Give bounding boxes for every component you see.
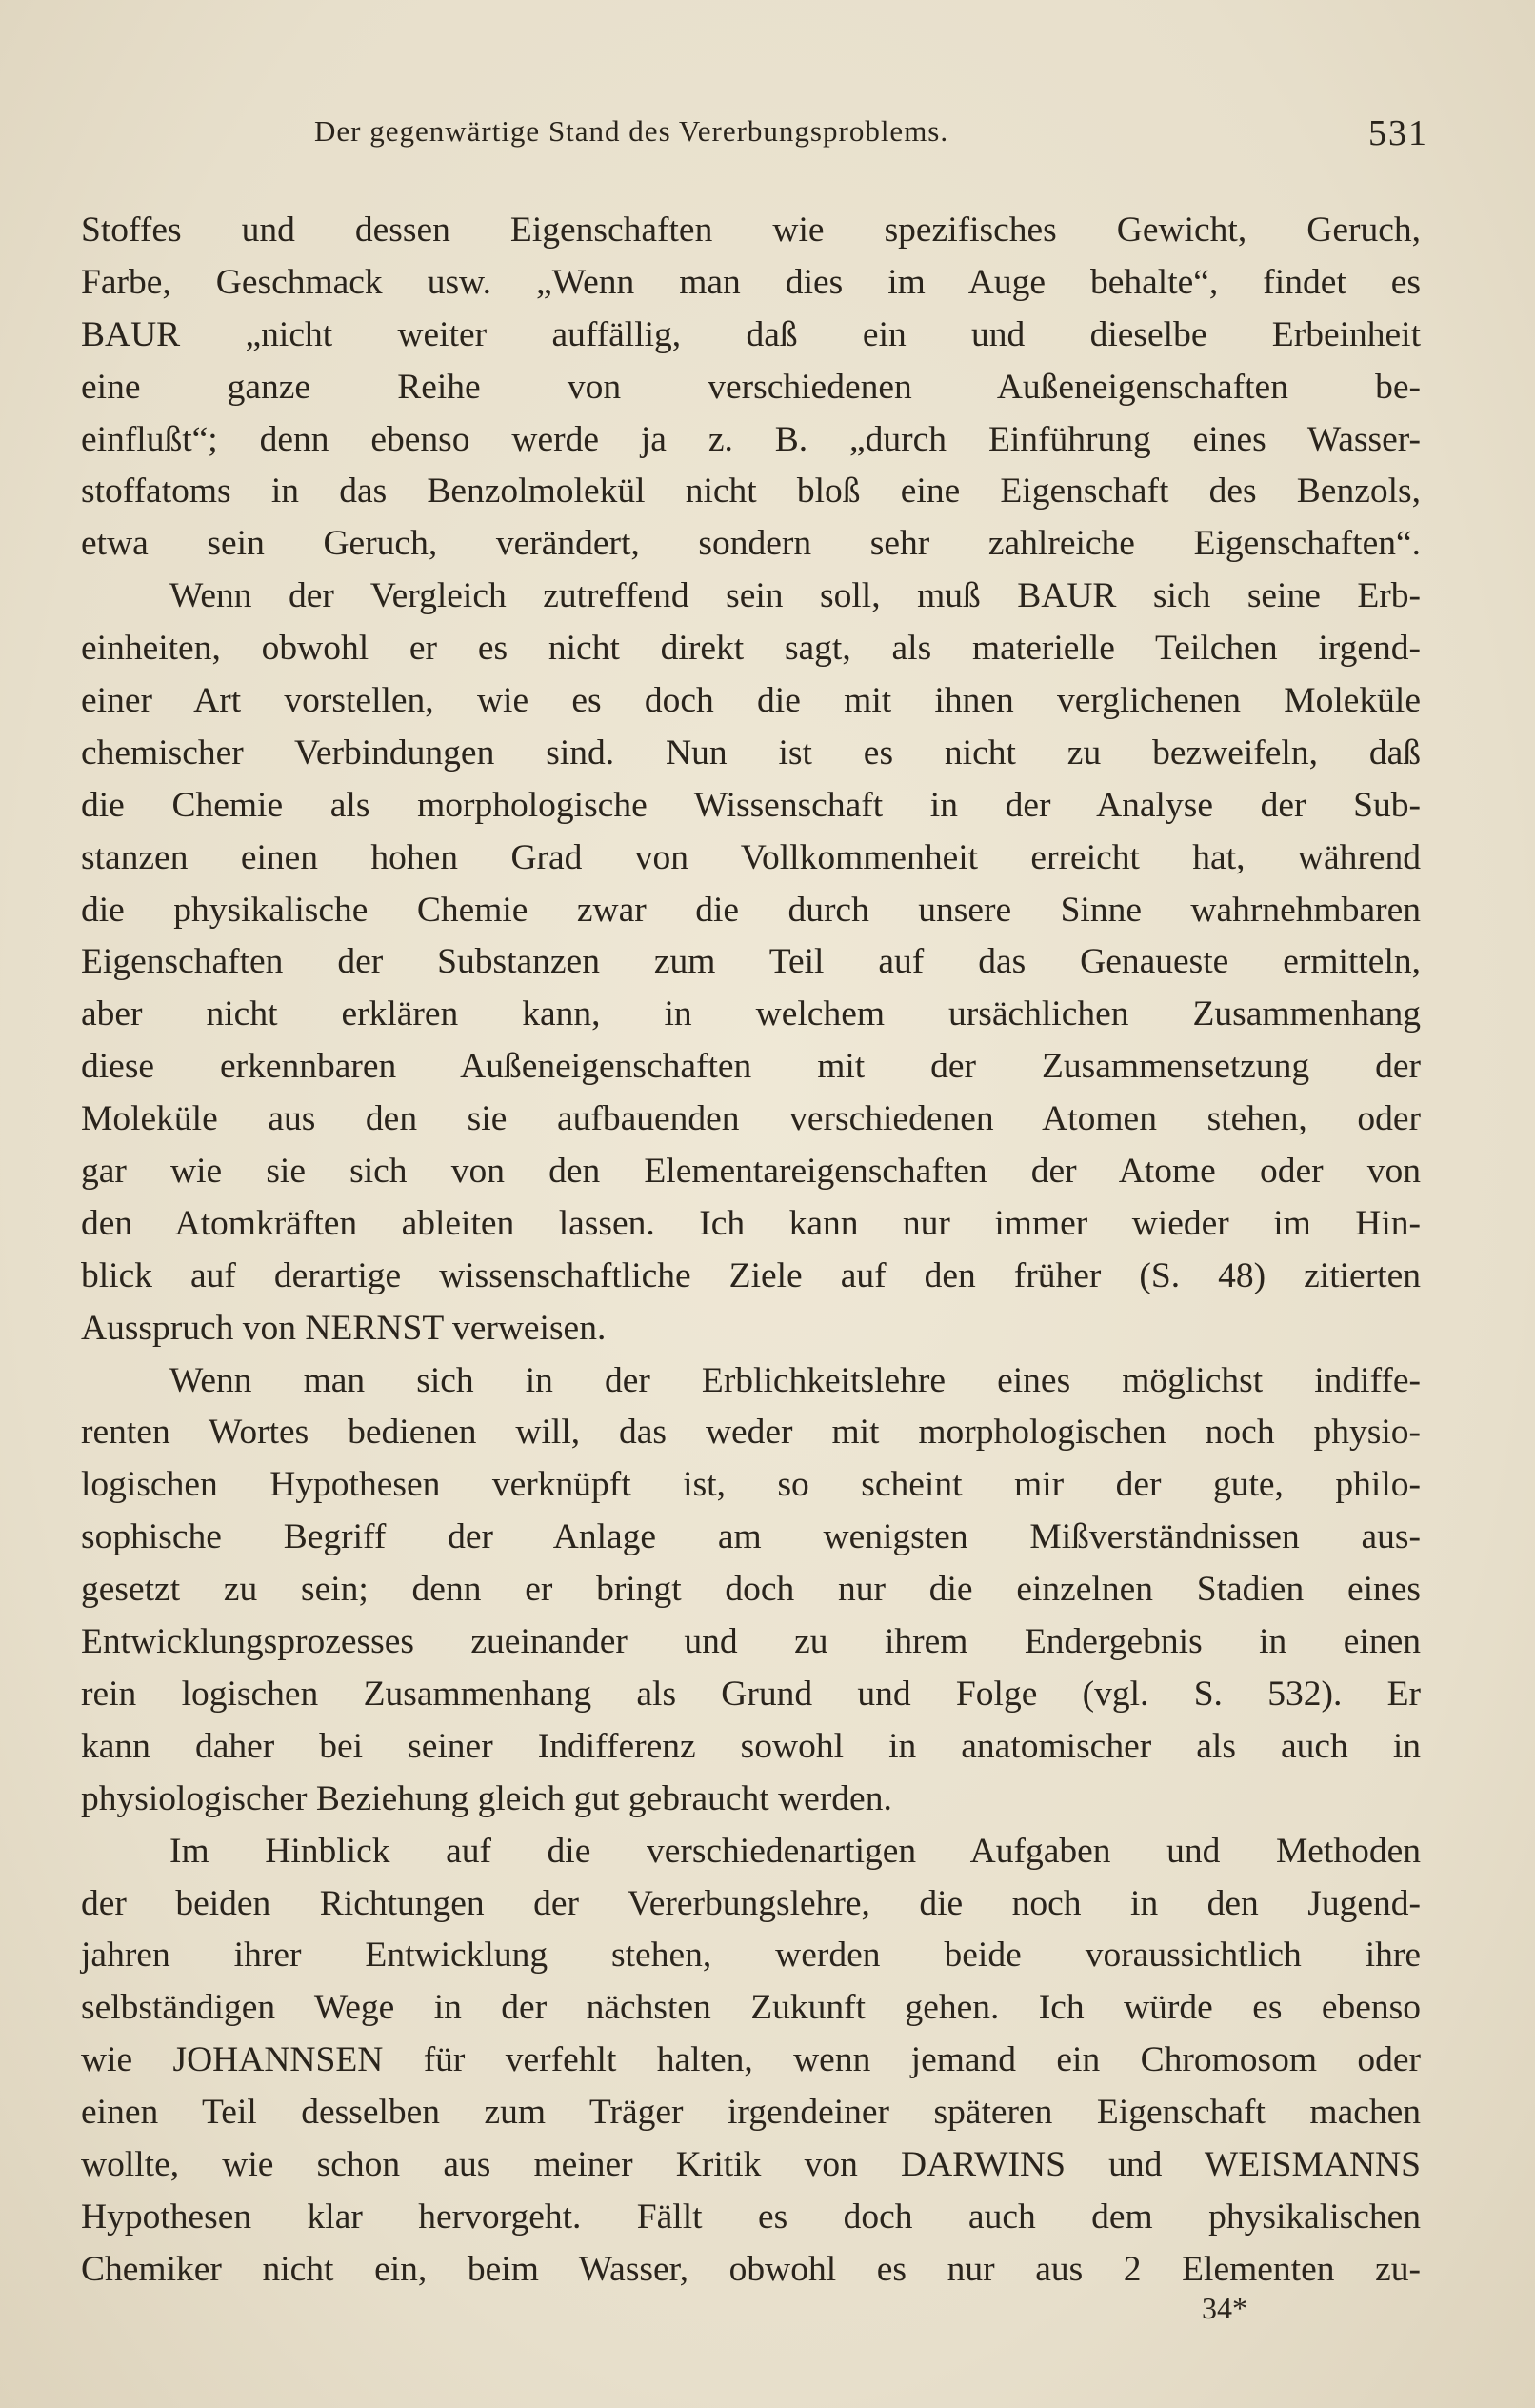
text-line: die Chemie als morphologische Wissenschaft in der Analyse der Sub- bbox=[81, 785, 1421, 825]
text-line: einen Teil desselben zum Träger irgendeiner späteren Eigenschaft machen bbox=[81, 2093, 1421, 2133]
text-line: Entwicklungsprozesses zueinander und zu ihrem Endergebnis in einen bbox=[81, 1622, 1421, 1662]
signature-mark: 34* bbox=[1202, 2291, 1247, 2325]
text-line: Moleküle aus den sie aufbauenden verschiedenen Atomen stehen, oder bbox=[81, 1099, 1421, 1139]
text-line: der beiden Richtungen der Vererbungslehre, die noch in den Jugend- bbox=[81, 1883, 1421, 1923]
text-line: aber nicht erklären kann, in welchem ursächlichen Zusammenhang bbox=[81, 994, 1421, 1034]
text-line: wie JOHANNSEN für verfehlt halten, wenn jemand ein Chromosom oder bbox=[81, 2040, 1421, 2080]
text-line: sophische Begriff der Anlage am wenigsten Mißverständnissen aus- bbox=[81, 1517, 1421, 1557]
text-line: Chemiker nicht ein, beim Wasser, obwohl es nur aus 2 Elementen zu- bbox=[81, 2249, 1421, 2289]
text-line: etwa sein Geruch, verändert, sondern sehr zahlreiche Eigenschaften“. bbox=[81, 524, 1421, 564]
running-title: Der gegenwärtige Stand des Vererbungsproblems. bbox=[314, 114, 949, 148]
text-line: Wenn der Vergleich zutreffend sein soll, muß BAUR sich seine Erb- bbox=[169, 576, 1421, 616]
text-line: renten Wortes bedienen will, das weder mit morphologischen noch physio- bbox=[81, 1413, 1421, 1453]
text-line: Ausspruch von NERNST verweisen. bbox=[81, 1308, 607, 1348]
text-line: Hypothesen klar hervorgeht. Fällt es doch auch dem physikalischen bbox=[81, 2197, 1421, 2237]
text-line: eine ganze Reihe von verschiedenen Außeneigenschaften be- bbox=[81, 367, 1421, 407]
text-line: Im Hinblick auf die verschiedenartigen Aufgaben und Methoden bbox=[169, 1831, 1421, 1871]
text-line: logischen Hypothesen verknüpft ist, so scheint mir der gute, philo- bbox=[81, 1465, 1421, 1505]
text-line: jahren ihrer Entwicklung stehen, werden beide voraussichtlich ihre bbox=[81, 1936, 1421, 1976]
text-line: Farbe, Geschmack usw. „Wenn man dies im Auge behalte“, findet es bbox=[81, 262, 1421, 302]
text-line: stoffatoms in das Benzolmolekül nicht bloß eine Eigenschaft des Benzols, bbox=[81, 472, 1421, 512]
page-number: 531 bbox=[1368, 113, 1428, 153]
text-line: einflußt“; denn ebenso werde ja z. B. „durch Einführung eines Wasser- bbox=[81, 419, 1421, 459]
text-line: chemischer Verbindungen sind. Nun ist es nicht zu bezweifeln, daß bbox=[81, 732, 1421, 773]
text-line: diese erkennbaren Außeneigenschaften mit der Zusammensetzung der bbox=[81, 1047, 1421, 1087]
text-line: gesetzt zu sein; denn er bringt doch nur die einzelnen Stadien eines bbox=[81, 1570, 1421, 1610]
page-header bbox=[314, 107, 1428, 164]
text-line: physiologischer Beziehung gleich gut gebraucht werden. bbox=[81, 1778, 892, 1818]
text-line: die physikalische Chemie zwar die durch unsere Sinne wahrnehmbaren bbox=[81, 890, 1421, 930]
text-line: Eigenschaften der Substanzen zum Teil auf das Genaueste ermitteln, bbox=[81, 942, 1421, 982]
text-line: gar wie sie sich von den Elementareigenschaften der Atome oder von bbox=[81, 1152, 1421, 1192]
body-text bbox=[81, 205, 1421, 2297]
text-line: blick auf derartige wissenschaftliche Ziele auf den früher (S. 48) zitierten bbox=[81, 1255, 1421, 1295]
text-line: stanzen einen hohen Grad von Vollkommenheit erreicht hat, während bbox=[81, 837, 1421, 877]
text-line: wollte, wie schon aus meiner Kritik von DARWINS und WEISMANNS bbox=[81, 2144, 1421, 2184]
text-line: Stoffes und dessen Eigenschaften wie spezifisches Gewicht, Geruch, bbox=[81, 211, 1421, 250]
text-line: rein logischen Zusammenhang als Grund und Folge (vgl. S. 532). Er bbox=[81, 1674, 1421, 1714]
text-line: Wenn man sich in der Erblichkeitslehre eines möglichst indiffe- bbox=[169, 1360, 1421, 1400]
text-line: BAUR „nicht weiter auffällig, daß ein und dieselbe Erbeinheit bbox=[81, 314, 1421, 354]
text-line: kann daher bei seiner Indifferenz sowohl in anatomischer als auch in bbox=[81, 1726, 1421, 1766]
text-line: einheiten, obwohl er es nicht direkt sagt, als materielle Teilchen irgend- bbox=[81, 629, 1421, 669]
text-line: selbständigen Wege in der nächsten Zukunft gehen. Ich würde es ebenso bbox=[81, 1988, 1421, 2028]
text-line: den Atomkräften ableiten lassen. Ich kann nur immer wieder im Hin- bbox=[81, 1203, 1421, 1243]
text-line: einer Art vorstellen, wie es doch die mit ihnen verglichenen Moleküle bbox=[81, 681, 1421, 721]
